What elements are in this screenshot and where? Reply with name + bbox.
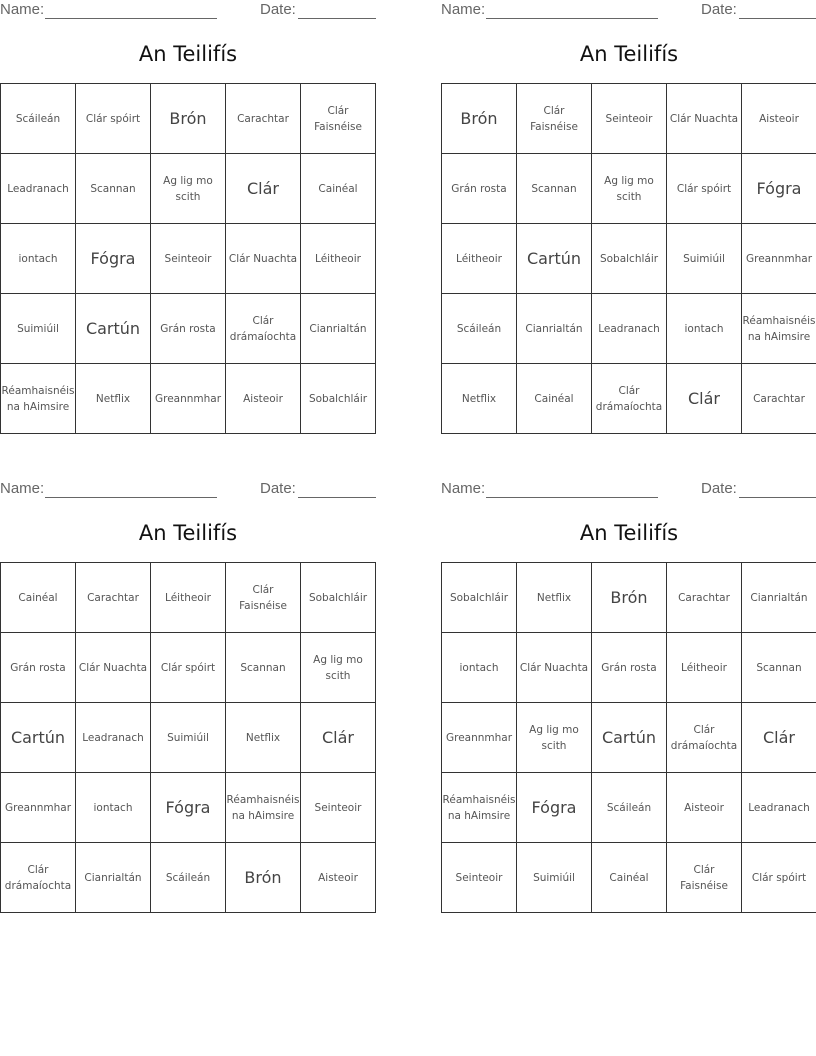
bingo-cell[interactable]: Fógra [151, 773, 226, 843]
bingo-cell[interactable]: Netflix [226, 703, 301, 773]
bingo-cell[interactable]: Cainéal [517, 364, 592, 434]
bingo-cell[interactable]: Cartún [592, 703, 667, 773]
bingo-cell[interactable]: Clár Faisnéise [301, 84, 376, 154]
date-label: Date: [701, 480, 737, 497]
bingo-cell[interactable]: Cainéal [592, 843, 667, 913]
bingo-cell[interactable]: Greannmhar [1, 773, 76, 843]
bingo-cell[interactable]: Brón [151, 84, 226, 154]
bingo-cell[interactable]: Clár [301, 703, 376, 773]
bingo-cell[interactable]: Carachtar [76, 563, 151, 633]
card-title: An Teilifís [138, 42, 238, 66]
bingo-cell[interactable]: Léitheoir [301, 224, 376, 294]
bingo-cell[interactable]: Clár [742, 703, 816, 773]
bingo-cell[interactable]: Scáileán [151, 843, 226, 913]
bingo-cell[interactable]: Réamhaisnéis na hAimsire [1, 364, 76, 434]
bingo-cell[interactable]: Aisteoir [667, 773, 742, 843]
bingo-cell[interactable]: Cianrialtán [301, 294, 376, 364]
name-label: Name: [441, 480, 486, 497]
bingo-cell[interactable]: Cianrialtán [742, 563, 816, 633]
name-write-line[interactable] [486, 3, 658, 19]
date-write-line[interactable] [298, 3, 376, 19]
bingo-cell[interactable]: Clár [226, 154, 301, 224]
name-label: Name: [0, 480, 45, 497]
bingo-cell[interactable]: Greannmhar [742, 224, 816, 294]
card-title: An Teilifís [579, 521, 679, 545]
bingo-cell[interactable]: Clár spóirt [76, 84, 151, 154]
bingo-cell[interactable]: Clár Faisnéise [226, 563, 301, 633]
bingo-cell[interactable]: Leadranach [592, 294, 667, 364]
date-label: Date: [260, 1, 296, 18]
card-title: An Teilifís [138, 521, 238, 545]
date-write-line[interactable] [739, 482, 816, 498]
bingo-cell[interactable]: Cartún [517, 224, 592, 294]
bingo-cell[interactable]: Cainéal [1, 563, 76, 633]
bingo-cell[interactable]: Clár drámaíochta [226, 294, 301, 364]
name-label: Name: [441, 1, 486, 18]
bingo-cell[interactable]: Ag lig mo scith [151, 154, 226, 224]
bingo-cell[interactable]: Clár Faisnéise [667, 843, 742, 913]
bingo-cell[interactable]: Léitheoir [667, 633, 742, 703]
bingo-cell[interactable]: Grán rosta [1, 633, 76, 703]
bingo-cell[interactable]: Ag lig mo scith [592, 154, 667, 224]
bingo-cell[interactable]: Seinteoir [151, 224, 226, 294]
bingo-cell[interactable]: Leadranach [76, 703, 151, 773]
bingo-cell[interactable]: Cainéal [301, 154, 376, 224]
bingo-cell[interactable]: Réamhaisnéis na hAimsire [742, 294, 816, 364]
bingo-cell[interactable]: iontach [76, 773, 151, 843]
bingo-cell[interactable]: Netflix [442, 364, 517, 434]
bingo-cell[interactable]: Sobalchláir [301, 563, 376, 633]
bingo-cell[interactable]: Clár Nuachta [667, 84, 742, 154]
bingo-cell[interactable]: Suimiúil [1, 294, 76, 364]
bingo-grid [0, 83, 376, 434]
bingo-cell[interactable]: Scannan [226, 633, 301, 703]
bingo-cell[interactable]: Carachtar [667, 563, 742, 633]
bingo-grid [441, 83, 816, 434]
bingo-cell[interactable]: Greannmhar [442, 703, 517, 773]
bingo-card [441, 0, 816, 440]
bingo-cell[interactable]: Seinteoir [442, 843, 517, 913]
bingo-cell[interactable]: Clár drámaíochta [592, 364, 667, 434]
bingo-cell[interactable]: Suimiúil [151, 703, 226, 773]
bingo-cell[interactable]: iontach [667, 294, 742, 364]
bingo-cell[interactable]: Scannan [76, 154, 151, 224]
bingo-grid [0, 562, 376, 913]
bingo-cell[interactable]: Sobalchláir [592, 224, 667, 294]
bingo-cell[interactable]: Clár spóirt [151, 633, 226, 703]
bingo-cell[interactable]: Léitheoir [151, 563, 226, 633]
name-date-row [0, 1, 376, 21]
bingo-cell[interactable]: Réamhaisnéis na hAimsire [442, 773, 517, 843]
name-date-row [0, 480, 376, 500]
bingo-cell[interactable]: Léitheoir [442, 224, 517, 294]
name-write-line[interactable] [486, 482, 658, 498]
bingo-cell[interactable]: Clár drámaíochta [1, 843, 76, 913]
bingo-cell[interactable]: Cartún [76, 294, 151, 364]
name-label: Name: [0, 1, 45, 18]
bingo-cell[interactable]: Seinteoir [592, 84, 667, 154]
bingo-cell[interactable]: Netflix [517, 563, 592, 633]
bingo-cell[interactable]: Suimiúil [517, 843, 592, 913]
bingo-cell[interactable]: Netflix [76, 364, 151, 434]
bingo-cell[interactable]: Clár drámaíochta [667, 703, 742, 773]
date-write-line[interactable] [739, 3, 816, 19]
bingo-cell[interactable]: Clár Nuachta [226, 224, 301, 294]
bingo-card [441, 479, 816, 919]
bingo-cell[interactable]: Sobalchláir [301, 364, 376, 434]
bingo-cell[interactable]: Suimiúil [667, 224, 742, 294]
card-title: An Teilifís [579, 42, 679, 66]
bingo-card [0, 479, 376, 919]
name-date-row [441, 480, 816, 500]
bingo-grid [441, 562, 816, 913]
bingo-cell[interactable]: Ag lig mo scith [301, 633, 376, 703]
bingo-cell[interactable]: Seinteoir [301, 773, 376, 843]
date-write-line[interactable] [298, 482, 376, 498]
bingo-cell[interactable]: Greannmhar [151, 364, 226, 434]
bingo-cell[interactable]: Aisteoir [301, 843, 376, 913]
bingo-cell[interactable]: Scáileán [442, 294, 517, 364]
bingo-cell[interactable]: Leadranach [742, 773, 816, 843]
bingo-cell[interactable]: Grán rosta [592, 633, 667, 703]
bingo-cell[interactable]: Clár Nuachta [517, 633, 592, 703]
bingo-cell[interactable]: Fógra [517, 773, 592, 843]
bingo-cell[interactable]: Carachtar [226, 84, 301, 154]
bingo-cell[interactable]: Grán rosta [151, 294, 226, 364]
bingo-cell[interactable]: iontach [442, 633, 517, 703]
bingo-cell[interactable]: Scáileán [1, 84, 76, 154]
bingo-cell[interactable]: Brón [226, 843, 301, 913]
bingo-cell[interactable]: Réamhaisnéis na hAimsire [226, 773, 301, 843]
date-label: Date: [701, 1, 737, 18]
bingo-cell[interactable]: Fógra [742, 154, 816, 224]
bingo-cell[interactable]: Cianrialtán [76, 843, 151, 913]
bingo-cell[interactable]: Clár spóirt [742, 843, 816, 913]
bingo-cell[interactable]: Clár [667, 364, 742, 434]
name-write-line[interactable] [45, 482, 217, 498]
date-label: Date: [260, 480, 296, 497]
bingo-cell[interactable]: Brón [592, 563, 667, 633]
bingo-cell[interactable]: Aisteoir [742, 84, 816, 154]
bingo-cell[interactable]: Leadranach [1, 154, 76, 224]
bingo-cell[interactable]: Scáileán [592, 773, 667, 843]
bingo-cell[interactable]: Ag lig mo scith [517, 703, 592, 773]
bingo-cell[interactable]: Grán rosta [442, 154, 517, 224]
bingo-cell[interactable]: Scannan [742, 633, 816, 703]
bingo-cell[interactable]: Cartún [1, 703, 76, 773]
bingo-cell[interactable]: Clár spóirt [667, 154, 742, 224]
bingo-cell[interactable]: Fógra [76, 224, 151, 294]
bingo-cell[interactable]: Aisteoir [226, 364, 301, 434]
bingo-cell[interactable]: Carachtar [742, 364, 816, 434]
bingo-cell[interactable]: iontach [1, 224, 76, 294]
bingo-cell[interactable]: Cianrialtán [517, 294, 592, 364]
name-write-line[interactable] [45, 3, 217, 19]
bingo-cell[interactable]: Brón [442, 84, 517, 154]
bingo-cell[interactable]: Clár Faisnéise [517, 84, 592, 154]
bingo-card [0, 0, 376, 440]
bingo-cell[interactable]: Sobalchláir [442, 563, 517, 633]
bingo-cell[interactable]: Clár Nuachta [76, 633, 151, 703]
name-date-row [441, 1, 816, 21]
bingo-cell[interactable]: Scannan [517, 154, 592, 224]
